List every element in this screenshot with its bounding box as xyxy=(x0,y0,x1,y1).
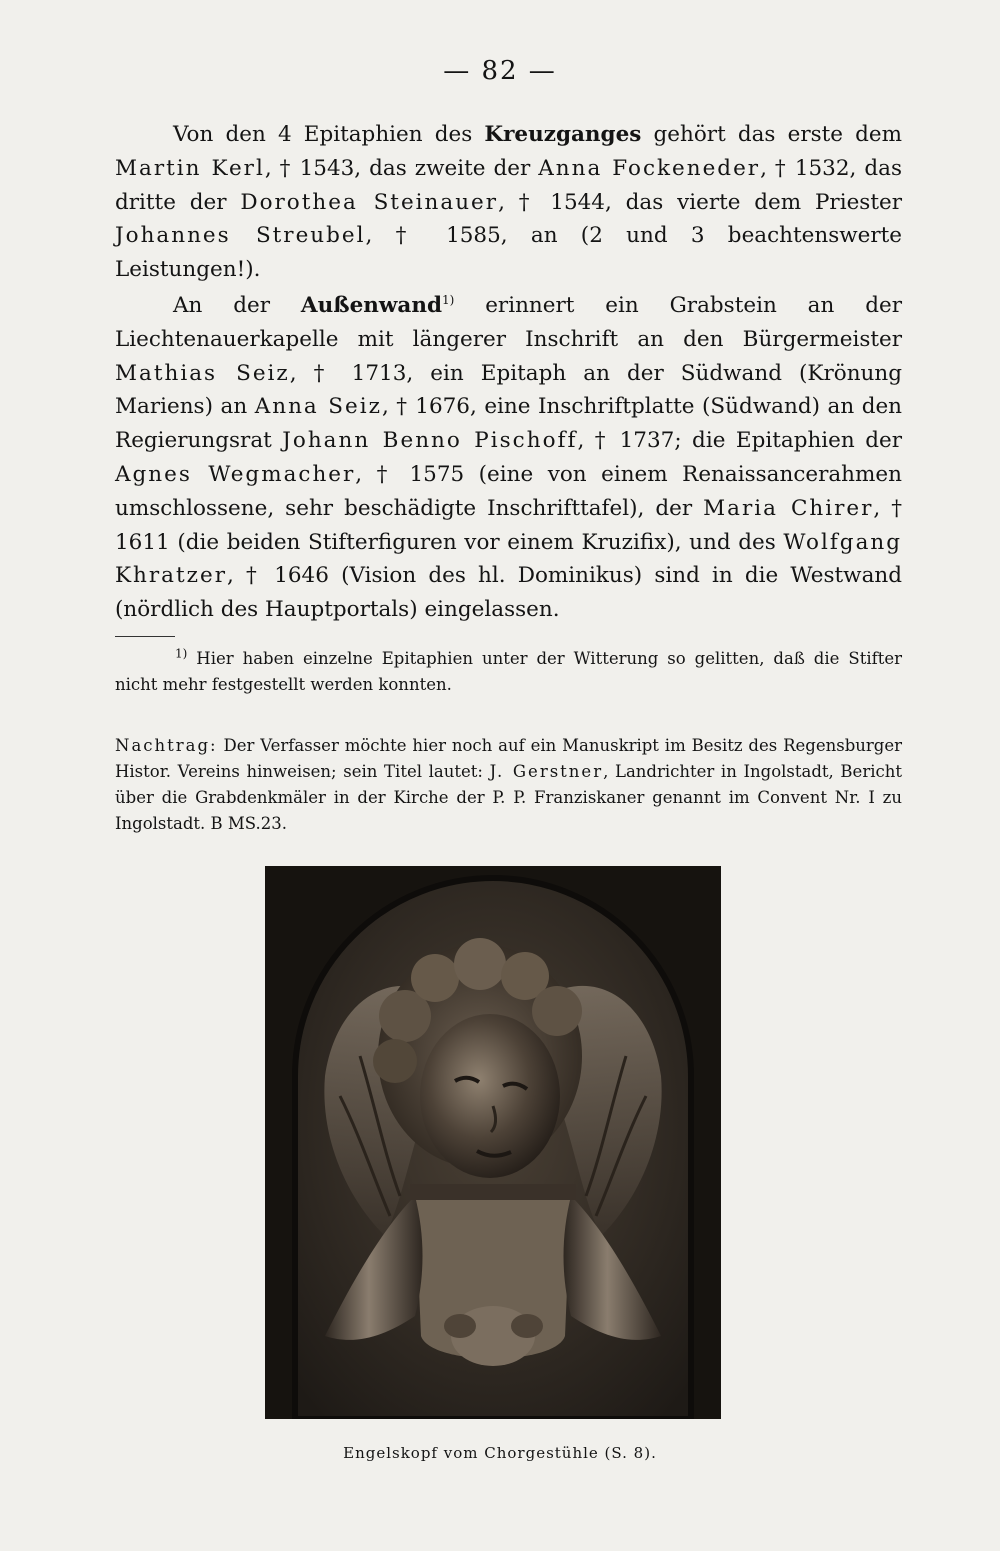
person-name: Dorothea Steinauer xyxy=(240,189,499,215)
page-number: — 82 — xyxy=(443,56,557,86)
person-name: Anna Seiz xyxy=(254,394,382,420)
footnote-marker: 1) xyxy=(175,646,188,661)
figure-caption: Engelskopf vom Chorgestühle (S. 8). xyxy=(343,1444,657,1462)
person-name: Martin Kerl xyxy=(115,155,265,181)
angel-head-photo xyxy=(265,866,721,1419)
person-name: Mathias Seiz xyxy=(115,360,290,386)
person-name: Agnes Wegmacher xyxy=(115,461,356,487)
footnote-divider xyxy=(115,636,175,637)
person-name: Johannes Streubel xyxy=(115,223,366,249)
emphasis-aussenwand: Außenwand xyxy=(300,292,442,318)
footnote-text: Hier haben einzelne Epitaphien unter der Witterung so gelitten, daß die Stifter nicht mehr festgestellt werden konnten. xyxy=(115,649,902,694)
author-name: J. Gerstner xyxy=(489,762,604,781)
addendum: Nachtrag: Der Verfasser möchte hier noch auf ein Manuskript im Besitz des Regensburger Histor. Vereins hinweisen; sein Titel lautet: J. Gerstner, Landrichter in Ingolstadt, Bericht über die Grabdenkmäler in der Kirche der P. P. Franziskaner genannt im Convent Nr. I zu Ingolstadt. B MS.23. xyxy=(115,736,902,833)
person-name: Maria Chirer xyxy=(703,495,874,521)
paragraph-aussenwand: An der Außenwand$^{1)}$ erinnert ein Grabstein an der Liechtenauerkapelle mit längerer Inschrift an den Bürgermeister Mathias Seiz, † 1713, ein Epitaph an der Südwand (Krönung Mariens) an Anna Seiz, † 1676, eine Inschriftplatte (Südwand) an den Regierungsrat Johann Benno Pischoff, † 1737; die Epitaphien der Agnes Wegmacher, † 1575 (eine von einem Renaissancerahmen umschlossene, sehr beschädigte Inschrifttafel), der Maria Chirer, † 1611 (die beiden Stifterfiguren vor einem Kruzifix), und des Wolfgang Khratzer, † 1646 (Vision des hl. Dominikus) sind in die Westwand (nördlich des Hauptportals) eingelassen. xyxy=(115,292,903,623)
person-name: Anna Fockeneder xyxy=(538,155,761,181)
footnote xyxy=(115,646,902,698)
angel-head-carving-illustration xyxy=(265,866,721,1419)
person-name: Johann Benno Pischoff xyxy=(282,428,578,454)
paragraph-kreuzgang: Von den 4 Epitaphien des Kreuzganges gehört das erste dem Martin Kerl, † 1543, das zweite der Anna Fockeneder, † 1532, das dritte der Dorothea Steinauer, † 1544, das vierte dem Priester Johannes Streubel, † 1585, an (2 und 3 beachtenswerte Leistungen!). xyxy=(115,122,903,283)
footnote-reference: 1) xyxy=(441,292,455,307)
body-text xyxy=(115,118,902,627)
person-name: Wolfgang Khratzer xyxy=(115,529,902,589)
emphasis-kreuzganges: Kreuzganges xyxy=(484,122,642,147)
addendum-label: Nachtrag: xyxy=(115,736,218,755)
